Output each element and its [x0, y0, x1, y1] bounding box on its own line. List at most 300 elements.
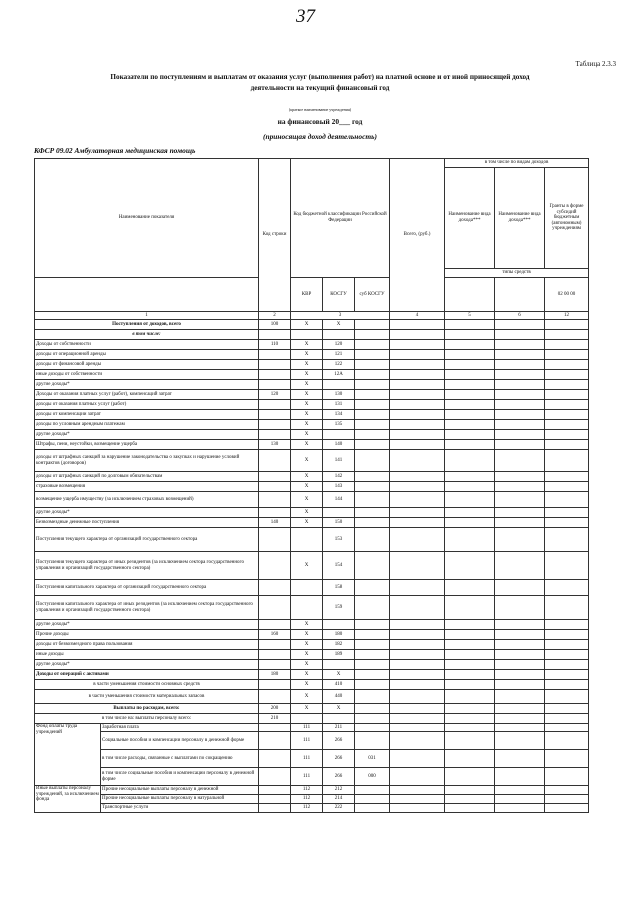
row-kvr: X — [291, 440, 323, 450]
value-cell — [495, 430, 545, 440]
value-cell — [495, 640, 545, 650]
row-code — [259, 640, 291, 650]
row-code — [259, 492, 291, 508]
value-cell — [545, 650, 589, 660]
row-kosgu: 142 — [323, 472, 355, 482]
row-name: Доходы от оказания платных услуг (работ), компенсаций затрат — [35, 390, 259, 400]
header-grants: Гранты в форме субсидий бюджетным (автономным) учреждениям — [545, 168, 589, 269]
row-kvr — [291, 580, 323, 596]
value-cell — [495, 768, 545, 786]
value-cell — [545, 492, 589, 508]
row-name: Поступления капитального характера от иных резидентов (за исключением сектора государственного управления и организаций государственного сектора) — [35, 596, 259, 620]
value-cell — [545, 472, 589, 482]
value-cell — [445, 660, 495, 670]
row-kvr: X — [291, 670, 323, 680]
row-name: Заработная плата — [101, 724, 259, 732]
row-kvr — [291, 330, 323, 340]
value-cell — [545, 768, 589, 786]
colnum-6: 6 — [495, 312, 545, 320]
row-kvr: X — [291, 680, 323, 690]
header-incl-income: в том числе по видам доходов — [445, 159, 589, 168]
value-cell — [545, 732, 589, 750]
row-code — [259, 596, 291, 620]
table-row — [35, 482, 589, 492]
row-kosgu: 222 — [323, 804, 355, 813]
row-kvr: X — [291, 660, 323, 670]
table-row — [35, 804, 589, 813]
value-cell — [390, 330, 445, 340]
row-name: Транспортные услуги — [101, 804, 259, 813]
row-code — [259, 350, 291, 360]
row-kosgu: 266 — [323, 768, 355, 786]
table-row — [35, 350, 589, 360]
value-cell — [545, 400, 589, 410]
row-sub-kosgu — [355, 724, 390, 732]
table-row — [35, 400, 589, 410]
row-kvr — [291, 714, 323, 724]
value-cell — [390, 630, 445, 640]
table-row — [35, 552, 589, 580]
title-line-2: деятельности на текущий финансовый год — [250, 84, 390, 92]
row-kvr: X — [291, 370, 323, 380]
colnum-4: 4 — [390, 312, 445, 320]
value-cell — [390, 410, 445, 420]
value-cell — [545, 804, 589, 813]
value-cell — [495, 724, 545, 732]
value-cell — [545, 580, 589, 596]
row-kosgu: 158 — [323, 580, 355, 596]
row-code — [259, 786, 291, 795]
value-cell — [390, 732, 445, 750]
value-cell — [545, 440, 589, 450]
row-name: иные доходы от собственности — [35, 370, 259, 380]
table-row — [35, 650, 589, 660]
header-kvr: КВР — [291, 278, 323, 312]
row-code — [259, 508, 291, 518]
row-sub-kosgu — [355, 786, 390, 795]
row-sub-kosgu — [355, 492, 390, 508]
row-name: возмещение ущерба имуществу (за исключением страховых возмещений) — [35, 492, 259, 508]
value-cell — [390, 320, 445, 330]
value-cell — [445, 430, 495, 440]
value-cell — [390, 370, 445, 380]
row-sub-kosgu — [355, 580, 390, 596]
value-cell — [495, 690, 545, 704]
value-cell — [545, 750, 589, 768]
value-cell — [495, 528, 545, 552]
value-cell — [445, 492, 495, 508]
row-code — [259, 620, 291, 630]
table-row — [35, 580, 589, 596]
value-cell — [495, 380, 545, 390]
value-cell — [545, 380, 589, 390]
value-cell — [445, 680, 495, 690]
value-cell — [545, 786, 589, 795]
row-kosgu: 144 — [323, 492, 355, 508]
value-cell — [445, 650, 495, 660]
row-code — [259, 690, 291, 704]
row-sub-kosgu — [355, 482, 390, 492]
row-name: в том числе социальные пособия и компенсации персоналу в денежной форме — [101, 768, 259, 786]
value-cell — [390, 360, 445, 370]
row-sub-kosgu — [355, 732, 390, 750]
row-kosgu: 120 — [323, 340, 355, 350]
value-cell — [545, 320, 589, 330]
row-kosgu: 134 — [323, 410, 355, 420]
row-sub-kosgu — [355, 680, 390, 690]
row-name: Прочие несоциальные выплаты персоналу в денежной — [101, 786, 259, 795]
value-cell — [495, 580, 545, 596]
row-kvr: X — [291, 390, 323, 400]
row-code: 160 — [259, 630, 291, 640]
value-cell — [495, 804, 545, 813]
header-total: Всего, (руб.) — [390, 159, 445, 312]
row-code — [259, 400, 291, 410]
row-kosgu — [323, 508, 355, 518]
header-income-name-1: Наименование вида дохода*** — [445, 168, 495, 269]
value-cell — [390, 420, 445, 430]
row-name: Прочие доходы — [35, 630, 259, 640]
table-row — [35, 370, 589, 380]
value-cell — [545, 630, 589, 640]
row-code — [259, 430, 291, 440]
value-cell — [495, 508, 545, 518]
value-cell — [495, 630, 545, 640]
header-fund-blank-2 — [495, 278, 545, 312]
value-cell — [390, 380, 445, 390]
value-cell — [495, 714, 545, 724]
row-code: 140 — [259, 518, 291, 528]
value-cell — [390, 680, 445, 690]
row-name: Безвозмездные денежные поступления — [35, 518, 259, 528]
row-code — [259, 795, 291, 804]
value-cell — [390, 714, 445, 724]
value-cell — [445, 768, 495, 786]
value-cell — [390, 472, 445, 482]
row-code — [259, 450, 291, 472]
value-cell — [390, 528, 445, 552]
value-cell — [545, 690, 589, 704]
row-code — [259, 804, 291, 813]
value-cell — [445, 400, 495, 410]
row-name: Поступления капитального характера от организаций государственного сектора — [35, 580, 259, 596]
row-sub-kosgu — [355, 410, 390, 420]
row-sub-kosgu — [355, 518, 390, 528]
value-cell — [445, 704, 495, 714]
value-cell — [495, 420, 545, 430]
value-cell — [445, 670, 495, 680]
value-cell — [545, 340, 589, 350]
row-sub-kosgu — [355, 670, 390, 680]
row-code — [259, 750, 291, 768]
row-kvr: X — [291, 472, 323, 482]
row-name: другие доходы* — [35, 620, 259, 630]
value-cell — [545, 714, 589, 724]
row-code — [259, 380, 291, 390]
value-cell — [390, 552, 445, 580]
row-sub-kosgu — [355, 804, 390, 813]
row-code — [259, 472, 291, 482]
row-kosgu: X — [323, 320, 355, 330]
value-cell — [390, 350, 445, 360]
row-kvr: X — [291, 482, 323, 492]
value-cell — [545, 724, 589, 732]
value-cell — [445, 630, 495, 640]
row-kvr: X — [291, 630, 323, 640]
row-sub-kosgu — [355, 690, 390, 704]
row-kvr — [291, 596, 323, 620]
row-name: в том числе на: выплаты персоналу всего: — [35, 714, 259, 724]
row-code — [259, 360, 291, 370]
row-kosgu: 121 — [323, 350, 355, 360]
row-kosgu: 410 — [323, 680, 355, 690]
row-sub-kosgu — [355, 508, 390, 518]
kfsr-label: КФСР 09.02 Амбулаторная медицинская помощь — [34, 146, 196, 155]
row-kosgu: 12А — [323, 370, 355, 380]
value-cell — [495, 450, 545, 472]
row-sub-kosgu — [355, 450, 390, 472]
value-cell — [390, 660, 445, 670]
row-name: страховые возмещения — [35, 482, 259, 492]
row-sub-kosgu — [355, 795, 390, 804]
value-cell — [390, 690, 445, 704]
row-code: 130 — [259, 440, 291, 450]
row-name: другие доходы* — [35, 660, 259, 670]
value-cell — [495, 410, 545, 420]
row-sub-kosgu — [355, 528, 390, 552]
fiscal-subtitle: (приносящая доход деятельность) — [263, 132, 377, 141]
row-code — [259, 732, 291, 750]
row-sub-kosgu — [355, 650, 390, 660]
row-kosgu: 266 — [323, 732, 355, 750]
value-cell — [390, 620, 445, 630]
row-kosgu — [323, 330, 355, 340]
table-row — [35, 340, 589, 350]
row-kvr: X — [291, 350, 323, 360]
value-cell — [390, 640, 445, 650]
value-cell — [390, 724, 445, 732]
value-cell — [495, 552, 545, 580]
value-cell — [445, 750, 495, 768]
row-kvr: X — [291, 320, 323, 330]
row-name: доходы от штрафных санкций за нарушение законодательства о закупках и нарушение условий контрактов (договоров) — [35, 450, 259, 472]
row-kosgu: 131 — [323, 400, 355, 410]
indicators-table — [34, 158, 589, 813]
row-kosgu: 214 — [323, 795, 355, 804]
row-code — [259, 420, 291, 430]
value-cell — [545, 518, 589, 528]
value-cell — [545, 330, 589, 340]
row-kosgu: 180 — [323, 630, 355, 640]
row-kvr: 112 — [291, 786, 323, 795]
value-cell — [445, 518, 495, 528]
row-name: другие доходы* — [35, 380, 259, 390]
row-code — [259, 680, 291, 690]
table-row — [35, 380, 589, 390]
value-cell — [545, 420, 589, 430]
row-sub-kosgu — [355, 596, 390, 620]
row-sub-kosgu — [355, 420, 390, 430]
value-cell — [545, 680, 589, 690]
value-cell — [390, 786, 445, 795]
row-kosgu: 122 — [323, 360, 355, 370]
value-cell — [495, 704, 545, 714]
row-name: Выплаты по расходам, всего: — [35, 704, 259, 714]
value-cell — [545, 410, 589, 420]
table-row — [35, 750, 589, 768]
value-cell — [390, 450, 445, 472]
value-cell — [445, 320, 495, 330]
row-code: 110 — [259, 340, 291, 350]
colnum-3: 3 — [291, 312, 390, 320]
value-cell — [390, 518, 445, 528]
header-fund-code: 02 00 00 — [545, 278, 589, 312]
header-name-blank — [35, 278, 259, 312]
value-cell — [390, 795, 445, 804]
table-reference: Таблица 2.3.3 — [575, 60, 616, 68]
row-sub-kosgu — [355, 714, 390, 724]
colnum-1: 1 — [35, 312, 259, 320]
table-row — [35, 492, 589, 508]
value-cell — [445, 714, 495, 724]
value-cell — [495, 650, 545, 660]
row-kosgu: 154 — [323, 552, 355, 580]
row-kosgu: 440 — [323, 690, 355, 704]
row-code — [259, 768, 291, 786]
row-kvr: 111 — [291, 750, 323, 768]
row-kosgu: 150 — [323, 518, 355, 528]
table-row — [35, 410, 589, 420]
row-kvr: X — [291, 518, 323, 528]
table-row — [35, 420, 589, 430]
row-kosgu: X — [323, 670, 355, 680]
value-cell — [545, 450, 589, 472]
row-sub-kosgu — [355, 320, 390, 330]
value-cell — [545, 670, 589, 680]
value-cell — [445, 786, 495, 795]
row-kvr: X — [291, 400, 323, 410]
value-cell — [545, 430, 589, 440]
row-sub-kosgu — [355, 552, 390, 580]
value-cell — [495, 596, 545, 620]
row-kosgu: 211 — [323, 724, 355, 732]
row-code: 210 — [259, 714, 291, 724]
row-kosgu: 143 — [323, 482, 355, 492]
row-code: 200 — [259, 704, 291, 714]
row-kvr: X — [291, 640, 323, 650]
value-cell — [495, 330, 545, 340]
row-name: Доходы от операций с активами — [35, 670, 259, 680]
value-cell — [545, 508, 589, 518]
value-cell — [545, 350, 589, 360]
value-cell — [445, 732, 495, 750]
row-code — [259, 528, 291, 552]
value-cell — [390, 400, 445, 410]
row-name: другие доходы* — [35, 508, 259, 518]
row-name: доходы по условным арендным платежам — [35, 420, 259, 430]
row-name: Штрафы, пени, неустойки, возмещение ущерба — [35, 440, 259, 450]
title-line-1: Показатели по поступлениям и выплатам от оказания услуг (выполнения работ) на платной основе и от иной приносящей доход — [110, 73, 530, 81]
value-cell — [495, 360, 545, 370]
row-code — [259, 410, 291, 420]
value-cell — [445, 370, 495, 380]
value-cell — [495, 440, 545, 450]
row-kvr: X — [291, 380, 323, 390]
value-cell — [445, 804, 495, 813]
value-cell — [390, 650, 445, 660]
value-cell — [495, 518, 545, 528]
value-cell — [445, 596, 495, 620]
row-kosgu: 135 — [323, 420, 355, 430]
value-cell — [495, 795, 545, 804]
document-title — [20, 72, 620, 94]
value-cell — [390, 670, 445, 680]
row-code — [259, 552, 291, 580]
value-cell — [545, 360, 589, 370]
value-cell — [445, 640, 495, 650]
row-sub-kosgu — [355, 660, 390, 670]
page-number: 37 — [296, 6, 315, 27]
table-row — [35, 620, 589, 630]
row-sub-kosgu: 000 — [355, 768, 390, 786]
row-sub-kosgu — [355, 630, 390, 640]
value-cell — [390, 340, 445, 350]
value-cell — [445, 420, 495, 430]
row-name: в части уменьшения стоимости материальных запасов — [35, 690, 259, 704]
value-cell — [495, 680, 545, 690]
value-cell — [390, 768, 445, 786]
row-code — [259, 482, 291, 492]
row-kvr: X — [291, 690, 323, 704]
institution-note: (краткое наименование учреждения) — [288, 107, 352, 112]
table-row — [35, 724, 589, 732]
value-cell — [495, 482, 545, 492]
row-name: в том числе расходы, связанные с выплатами по сокращению — [101, 750, 259, 768]
value-cell — [390, 430, 445, 440]
row-kvr: X — [291, 450, 323, 472]
value-cell — [545, 596, 589, 620]
row-kvr: X — [291, 410, 323, 420]
row-name: доходы от финансовой аренды — [35, 360, 259, 370]
value-cell — [495, 472, 545, 482]
value-cell — [445, 472, 495, 482]
value-cell — [390, 492, 445, 508]
value-cell — [445, 552, 495, 580]
value-cell — [390, 482, 445, 492]
value-cell — [390, 580, 445, 596]
colnum-2: 2 — [259, 312, 291, 320]
value-cell — [445, 330, 495, 340]
row-name: Поступления от доходов, всего — [35, 320, 259, 330]
value-cell — [545, 370, 589, 380]
value-cell — [495, 400, 545, 410]
header-fund-blank-1 — [445, 278, 495, 312]
table-row — [35, 360, 589, 370]
value-cell — [390, 596, 445, 620]
value-cell — [445, 724, 495, 732]
row-code — [259, 650, 291, 660]
row-kosgu: 212 — [323, 786, 355, 795]
row-kvr: X — [291, 420, 323, 430]
row-kosgu — [323, 620, 355, 630]
table-row — [35, 714, 589, 724]
row-kosgu: 140 — [323, 440, 355, 450]
value-cell — [545, 482, 589, 492]
value-cell — [495, 786, 545, 795]
value-cell — [390, 804, 445, 813]
row-name: Поступления текущего характера от иных резидентов (за исключением сектора государственного управления и организаций государственного сектора) — [35, 552, 259, 580]
row-kvr: 112 — [291, 804, 323, 813]
